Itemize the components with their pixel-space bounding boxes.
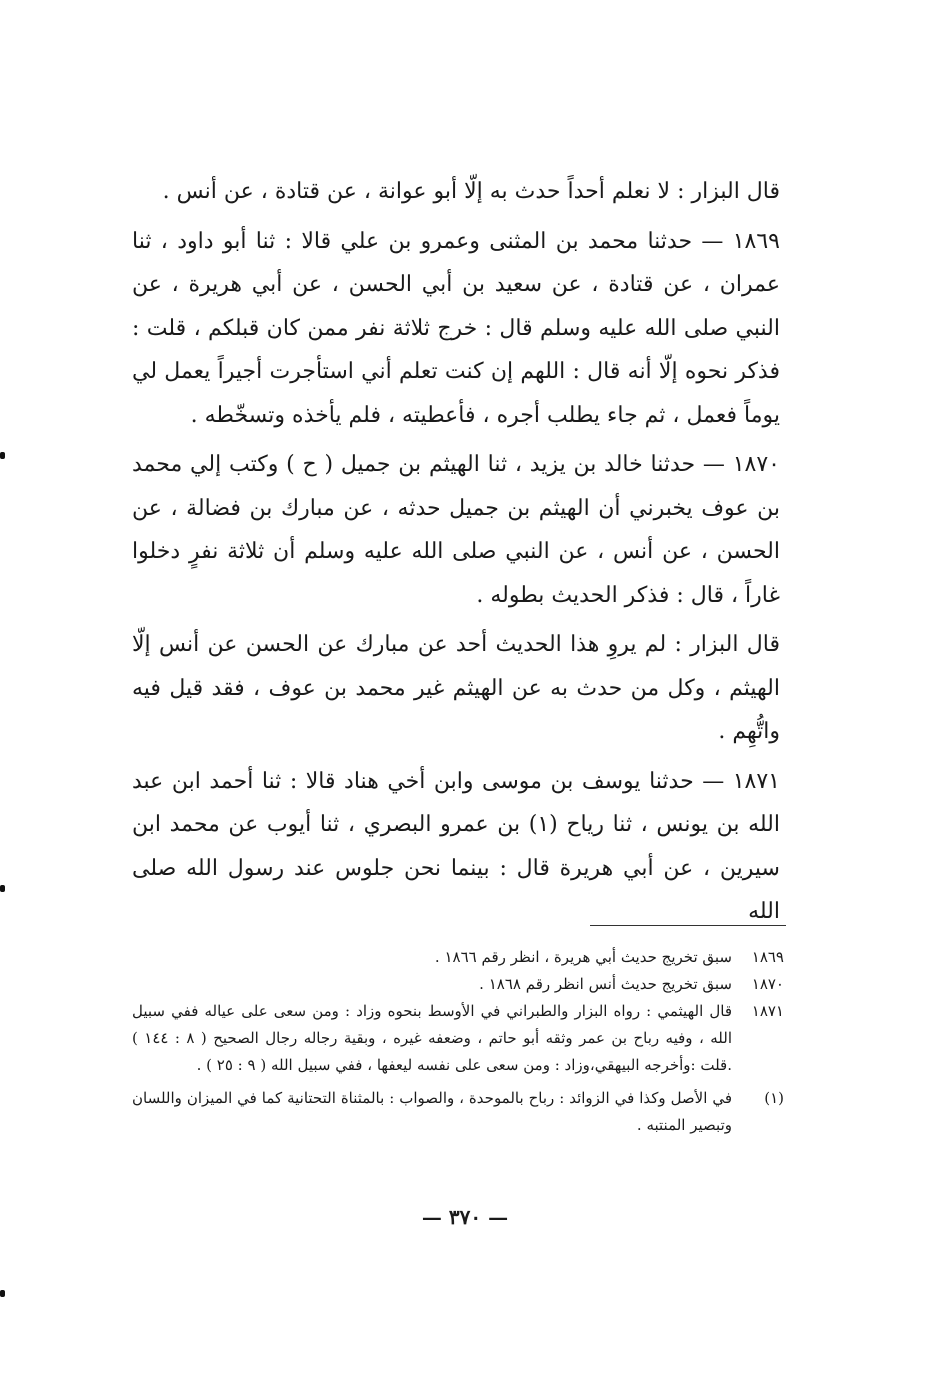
paragraph-bazzar-note-2: قال البزار : لم يروِ هذا الحديث أحد عن مبارك عن الحسن عن أنس إلّا الهيثم ، وكل من حدث به عن الهيثم غير محمد بن عوف ، فقد قيل فيه واتُّهِم . [132,632,780,744]
footnote-1 [132,1085,784,1139]
footnote-number: (١) [764,1089,784,1107]
footnote-number: ١٨٧١ [751,1002,784,1020]
footnote-number: ١٨٧٠ [751,975,784,993]
footnote-1869 [132,944,784,971]
main-text [132,170,780,940]
footnote-1871 [132,998,784,1079]
paragraph-bazzar-note-1: قال البزار : لا نعلم أحداً حدث به إلّا أبو عوانة ، عن قتادة ، عن أنس . [162,179,780,204]
footnote-text: سبق تخريج حديث أنس انظر رقم ١٨٦٨ . [479,975,732,993]
footnotes [132,944,784,1139]
page-number: — ٣٧٠ — [421,1205,509,1229]
paragraph-hadith-1871: ١٨٧١ — حدثنا يوسف بن موسى وابن أخي هناد قالا : ثنا أحمد ابن عبد الله بن يونس ، ثنا رياح (١) بن عمرو البصري ، ثنا أيوب عن محمد ابن سيرين ، عن أبي هريرة قال : بينما نحن جلوس عند رسول الله صلى الله [132,768,780,924]
footnote-text: سبق تخريج حديث أبي هريرة ، انظر رقم ١٨٦٦ . [434,948,732,966]
paragraph-hadith-1869: ١٨٦٩ — حدثنا محمد بن المثنى وعمرو بن علي قالا : ثنا أبو داود ، ثنا عمران ، عن قتادة ، عن سعيد بن أبي الحسن ، عن أبي هريرة ، عن النبي صلى الله عليه وسلم قال : خرج ثلاثة نفر ممن كان قبلكم ، قلت : فذكر نحوه إلّا أنه قال : اللهم إن كنت تعلم أني استأجرت أجيراً يعمل لي يوماً فعمل ، ثم جاء يطلب أجره ، فأعطيته ، فلم يأخذه وتسخّطه . [132,228,780,428]
footnote-1870 [132,971,784,998]
scan-mark [0,885,5,892]
scan-mark [0,452,5,459]
footnote-divider [590,925,786,926]
footnote-text: في الأصل وكذا في الزوائد : رباح بالموحدة ، والصواب : بالمثناة التحتانية كما في الميزان واللسان وتبصير المنتبه . [132,1089,732,1134]
scan-mark [0,1290,5,1297]
footnote-number: ١٨٦٩ [751,948,784,966]
paragraph-hadith-1870: ١٨٧٠ — حدثنا خالد بن يزيد ، ثنا الهيثم بن جميل ( ح ) وكتب إلي محمد بن عوف يخبرني أن الهيثم بن جميل حدثه ، عن مبارك بن فضالة ، عن الحسن ، عن أنس ، عن النبي صلى الله عليه وسلم أن ثلاثة نفرٍ دخلوا غاراً ، قال : فذكر الحديث بطوله . [132,452,780,608]
footnote-text: قال الهيثمي : رواه البزار والطبراني في الأوسط بنحوه وزاد : ومن سعى على عياله ففي سبيل الله ، وفيه رباح بن عمر وثقه أبو حاتم ، وضعفه غيره ، وبقية رجاله رجال الصحيح ( ٨ : ١٤٤ ) .قلت :وأخرجه البيهقي،وزاد : ومن سعى على نفسه ليعفها ، ففي سبيل الله ( ٩ : ٢٥ ) . [132,1002,733,1074]
